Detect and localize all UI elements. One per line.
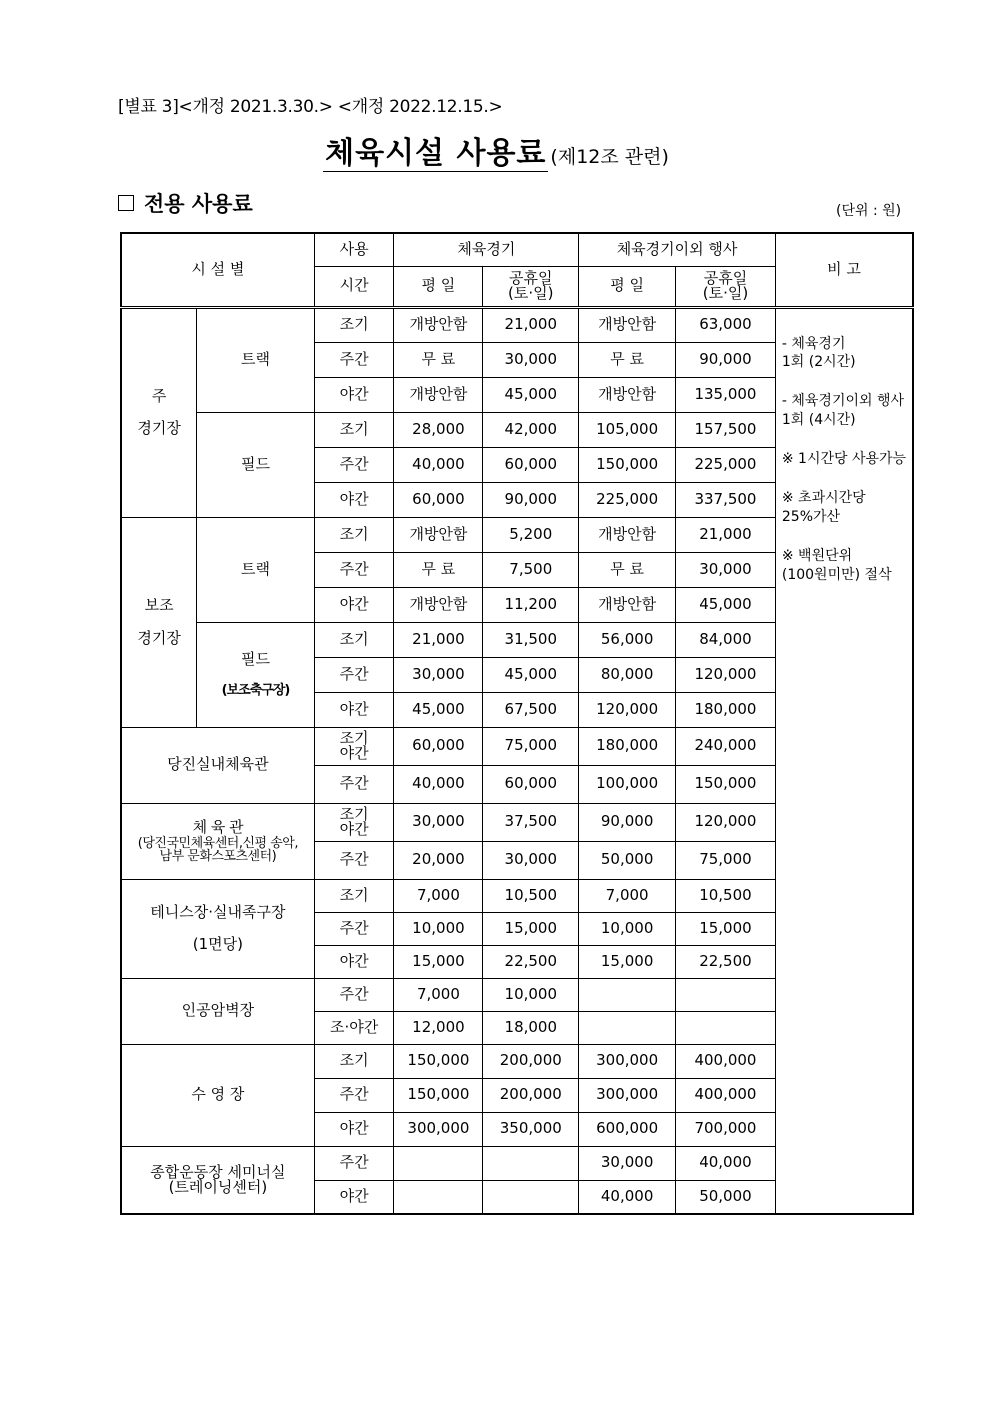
aux-stadium-label-2: 경기장 <box>137 628 181 647</box>
main-field-label: 필드 <box>197 412 315 517</box>
value-cell: 21,000 <box>394 622 483 657</box>
value-cell: 337,500 <box>676 482 776 517</box>
value-cell: 150,000 <box>394 1044 483 1078</box>
time-cell: 주간 <box>314 765 394 803</box>
time-cell <box>314 803 394 841</box>
time-cell: 야간 <box>314 482 394 517</box>
time-line-1: 조기 <box>339 805 369 823</box>
page-title <box>0 128 992 172</box>
value-cell: 300,000 <box>579 1078 676 1112</box>
value-cell: 300,000 <box>394 1112 483 1146</box>
time-cell: 주간 <box>314 912 394 945</box>
seminar-label-1: 종합운동장 세미너실 <box>150 1162 286 1181</box>
value-cell: 개방안함 <box>579 307 676 342</box>
value-cell: 15,000 <box>483 912 579 945</box>
aux-track-label: 트랙 <box>197 517 315 622</box>
main-stadium-label-1: 주 <box>151 386 167 405</box>
value-cell: 60,000 <box>483 447 579 482</box>
time-cell: 야간 <box>314 1112 394 1146</box>
value-cell: 75,000 <box>483 727 579 765</box>
time-cell <box>314 727 394 765</box>
value-cell: 150,000 <box>394 1078 483 1112</box>
value-cell <box>579 978 676 1011</box>
value-cell: 30,000 <box>676 552 776 587</box>
value-cell: 개방안함 <box>394 307 483 342</box>
header-usage: 사용 <box>314 233 394 266</box>
climbing-label: 인공암벽장 <box>121 978 314 1044</box>
value-cell: 42,000 <box>483 412 579 447</box>
value-cell: 60,000 <box>483 765 579 803</box>
value-cell: 120,000 <box>579 692 676 727</box>
time-cell: 조기 <box>314 517 394 552</box>
remark-1b: 1회 (2시간) <box>781 354 856 371</box>
header-holiday <box>483 266 579 307</box>
aux-field-label-1: 필드 <box>241 649 270 668</box>
time-cell: 주간 <box>314 552 394 587</box>
value-cell: 18,000 <box>483 1011 579 1044</box>
value-cell: 45,000 <box>483 377 579 412</box>
holiday-line-2: (토·일) <box>702 284 749 302</box>
value-cell: 56,000 <box>579 622 676 657</box>
holiday-line-1: 공휴일 <box>509 269 553 287</box>
tennis-label <box>121 879 314 978</box>
value-cell: 10,500 <box>676 879 776 912</box>
value-cell: 240,000 <box>676 727 776 765</box>
value-cell: 180,000 <box>579 727 676 765</box>
value-cell: 75,000 <box>676 841 776 879</box>
value-cell: 개방안함 <box>394 517 483 552</box>
time-cell: 주간 <box>314 841 394 879</box>
value-cell: 10,500 <box>483 879 579 912</box>
time-cell: 야간 <box>314 945 394 978</box>
header-remarks: 비 고 <box>775 233 913 307</box>
time-cell: 조·야간 <box>314 1011 394 1044</box>
table-row <box>121 307 913 342</box>
value-cell: 225,000 <box>676 447 776 482</box>
remark-3: ※ 1시간당 사용가능 <box>781 451 907 468</box>
time-line-1: 조기 <box>339 729 369 747</box>
value-cell: 200,000 <box>483 1044 579 1078</box>
header-time: 시간 <box>314 266 394 307</box>
byeolpyo-label: [별표 3]<개정 2021.3.30.> <개정 2022.12.15.> <box>118 97 503 117</box>
value-cell: 60,000 <box>394 727 483 765</box>
value-cell: 180,000 <box>676 692 776 727</box>
section-title: 전용 사용료 <box>144 192 253 216</box>
seminar-label <box>121 1146 314 1214</box>
value-cell: 10,000 <box>579 912 676 945</box>
value-cell: 15,000 <box>579 945 676 978</box>
value-cell <box>579 1011 676 1044</box>
value-cell: 15,000 <box>394 945 483 978</box>
pool-label: 수 영 장 <box>121 1044 314 1146</box>
gym-label-1: 체 육 관 <box>192 817 244 836</box>
value-cell: 무 료 <box>579 342 676 377</box>
value-cell: 350,000 <box>483 1112 579 1146</box>
value-cell: 7,000 <box>394 978 483 1011</box>
value-cell: 7,000 <box>579 879 676 912</box>
value-cell: 400,000 <box>676 1044 776 1078</box>
value-cell: 개방안함 <box>394 377 483 412</box>
value-cell: 21,000 <box>676 517 776 552</box>
value-cell: 150,000 <box>676 765 776 803</box>
value-cell: 200,000 <box>483 1078 579 1112</box>
main-stadium-label-2: 경기장 <box>137 419 181 438</box>
value-cell: 40,000 <box>676 1146 776 1180</box>
tennis-label-1: 테니스장·실내족구장 <box>150 902 286 921</box>
value-cell: 67,500 <box>483 692 579 727</box>
value-cell: 45,000 <box>394 692 483 727</box>
value-cell: 30,000 <box>483 342 579 377</box>
value-cell: 157,500 <box>676 412 776 447</box>
time-cell: 조기 <box>314 412 394 447</box>
gym-label-2: (당진국민체육센터,신평 송악, <box>137 835 298 851</box>
value-cell: 개방안함 <box>394 587 483 622</box>
time-cell: 야간 <box>314 377 394 412</box>
tennis-label-2: (1면당) <box>192 935 243 954</box>
remark-5b: (100원미만) 절삭 <box>781 566 892 583</box>
time-cell: 주간 <box>314 1078 394 1112</box>
time-cell: 주간 <box>314 342 394 377</box>
remark-4b: 25%가산 <box>781 508 841 525</box>
title-main: 체육시설 사용료 <box>325 136 547 171</box>
value-cell: 150,000 <box>579 447 676 482</box>
remark-5a: ※ 백원단위 <box>781 547 853 564</box>
main-stadium-label <box>121 307 197 517</box>
value-cell: 30,000 <box>394 657 483 692</box>
value-cell: 22,500 <box>676 945 776 978</box>
header-facility: 시 설 별 <box>121 233 314 307</box>
section-heading <box>118 188 253 218</box>
value-cell: 30,000 <box>394 803 483 841</box>
value-cell: 37,500 <box>483 803 579 841</box>
value-cell <box>483 1146 579 1180</box>
value-cell: 무 료 <box>394 552 483 587</box>
time-cell: 조기 <box>314 307 394 342</box>
time-cell: 조기 <box>314 1044 394 1078</box>
value-cell: 12,000 <box>394 1011 483 1044</box>
value-cell: 120,000 <box>676 657 776 692</box>
value-cell <box>394 1180 483 1214</box>
aux-field-label-2: (보조축구장) <box>221 683 290 699</box>
time-cell: 주간 <box>314 1146 394 1180</box>
value-cell: 10,000 <box>483 978 579 1011</box>
value-cell: 10,000 <box>394 912 483 945</box>
square-bullet-icon <box>118 195 134 211</box>
value-cell <box>676 1011 776 1044</box>
value-cell: 40,000 <box>394 447 483 482</box>
aux-stadium-label <box>121 517 197 727</box>
value-cell: 28,000 <box>394 412 483 447</box>
remark-1a: - 체육경기 <box>781 335 846 352</box>
value-cell: 15,000 <box>676 912 776 945</box>
value-cell: 무 료 <box>579 552 676 587</box>
time-cell: 야간 <box>314 692 394 727</box>
value-cell <box>483 1180 579 1214</box>
value-cell: 45,000 <box>483 657 579 692</box>
value-cell: 90,000 <box>676 342 776 377</box>
header-sports: 체육경기 <box>394 233 579 266</box>
holiday-line-1: 공휴일 <box>703 269 748 287</box>
main-track-label: 트랙 <box>197 307 315 412</box>
remark-2a: - 체육경기이외 행사 <box>781 393 905 410</box>
remarks-cell <box>775 307 913 1214</box>
remark-4a: ※ 초과시간당 <box>781 489 866 506</box>
value-cell: 120,000 <box>676 803 776 841</box>
value-cell: 7,500 <box>483 552 579 587</box>
time-line-2: 야간 <box>339 744 369 762</box>
fee-table <box>120 232 914 1215</box>
time-cell: 야간 <box>314 587 394 622</box>
gym-label-3: 남부 문화스포츠센터) <box>159 848 277 864</box>
value-cell: 40,000 <box>394 765 483 803</box>
value-cell: 무 료 <box>394 342 483 377</box>
value-cell: 105,000 <box>579 412 676 447</box>
value-cell: 300,000 <box>579 1044 676 1078</box>
value-cell: 60,000 <box>394 482 483 517</box>
value-cell: 84,000 <box>676 622 776 657</box>
value-cell: 45,000 <box>676 587 776 622</box>
header-non-sports: 체육경기이외 행사 <box>579 233 776 266</box>
value-cell: 31,500 <box>483 622 579 657</box>
seminar-label-2: (트레이닝센터) <box>168 1177 268 1196</box>
time-cell: 야간 <box>314 1180 394 1214</box>
value-cell: 11,200 <box>483 587 579 622</box>
value-cell: 7,000 <box>394 879 483 912</box>
value-cell: 개방안함 <box>579 587 676 622</box>
value-cell: 50,000 <box>579 841 676 879</box>
value-cell: 30,000 <box>483 841 579 879</box>
dangjin-gym-label: 당진실내체육관 <box>121 727 314 803</box>
value-cell: 40,000 <box>579 1180 676 1214</box>
value-cell: 63,000 <box>676 307 776 342</box>
value-cell: 700,000 <box>676 1112 776 1146</box>
header-weekday: 평 일 <box>394 266 483 307</box>
holiday-line-2: (토·일) <box>508 284 554 302</box>
value-cell <box>394 1146 483 1180</box>
value-cell: 225,000 <box>579 482 676 517</box>
header-holiday-2 <box>676 266 776 307</box>
value-cell: 5,200 <box>483 517 579 552</box>
value-cell: 100,000 <box>579 765 676 803</box>
time-cell: 조기 <box>314 622 394 657</box>
value-cell: 400,000 <box>676 1078 776 1112</box>
time-cell: 주간 <box>314 978 394 1011</box>
value-cell: 개방안함 <box>579 377 676 412</box>
value-cell: 22,500 <box>483 945 579 978</box>
time-cell: 주간 <box>314 447 394 482</box>
value-cell: 20,000 <box>394 841 483 879</box>
value-cell: 90,000 <box>483 482 579 517</box>
gym-label <box>121 803 314 879</box>
header-weekday-2: 평 일 <box>579 266 676 307</box>
time-line-2: 야간 <box>339 820 369 838</box>
remark-2b: 1회 (4시간) <box>781 412 856 429</box>
time-cell: 주간 <box>314 657 394 692</box>
value-cell: 600,000 <box>579 1112 676 1146</box>
value-cell: 50,000 <box>676 1180 776 1214</box>
value-cell: 21,000 <box>483 307 579 342</box>
value-cell: 135,000 <box>676 377 776 412</box>
value-cell: 30,000 <box>579 1146 676 1180</box>
value-cell: 90,000 <box>579 803 676 841</box>
value-cell <box>676 978 776 1011</box>
aux-stadium-label-1: 보조 <box>144 596 174 615</box>
time-cell: 조기 <box>314 879 394 912</box>
title-suffix: (제12조 관련) <box>550 146 669 168</box>
aux-field-label <box>197 622 315 727</box>
value-cell: 개방안함 <box>579 517 676 552</box>
unit-label: (단위 : 원) <box>836 203 902 219</box>
value-cell: 80,000 <box>579 657 676 692</box>
